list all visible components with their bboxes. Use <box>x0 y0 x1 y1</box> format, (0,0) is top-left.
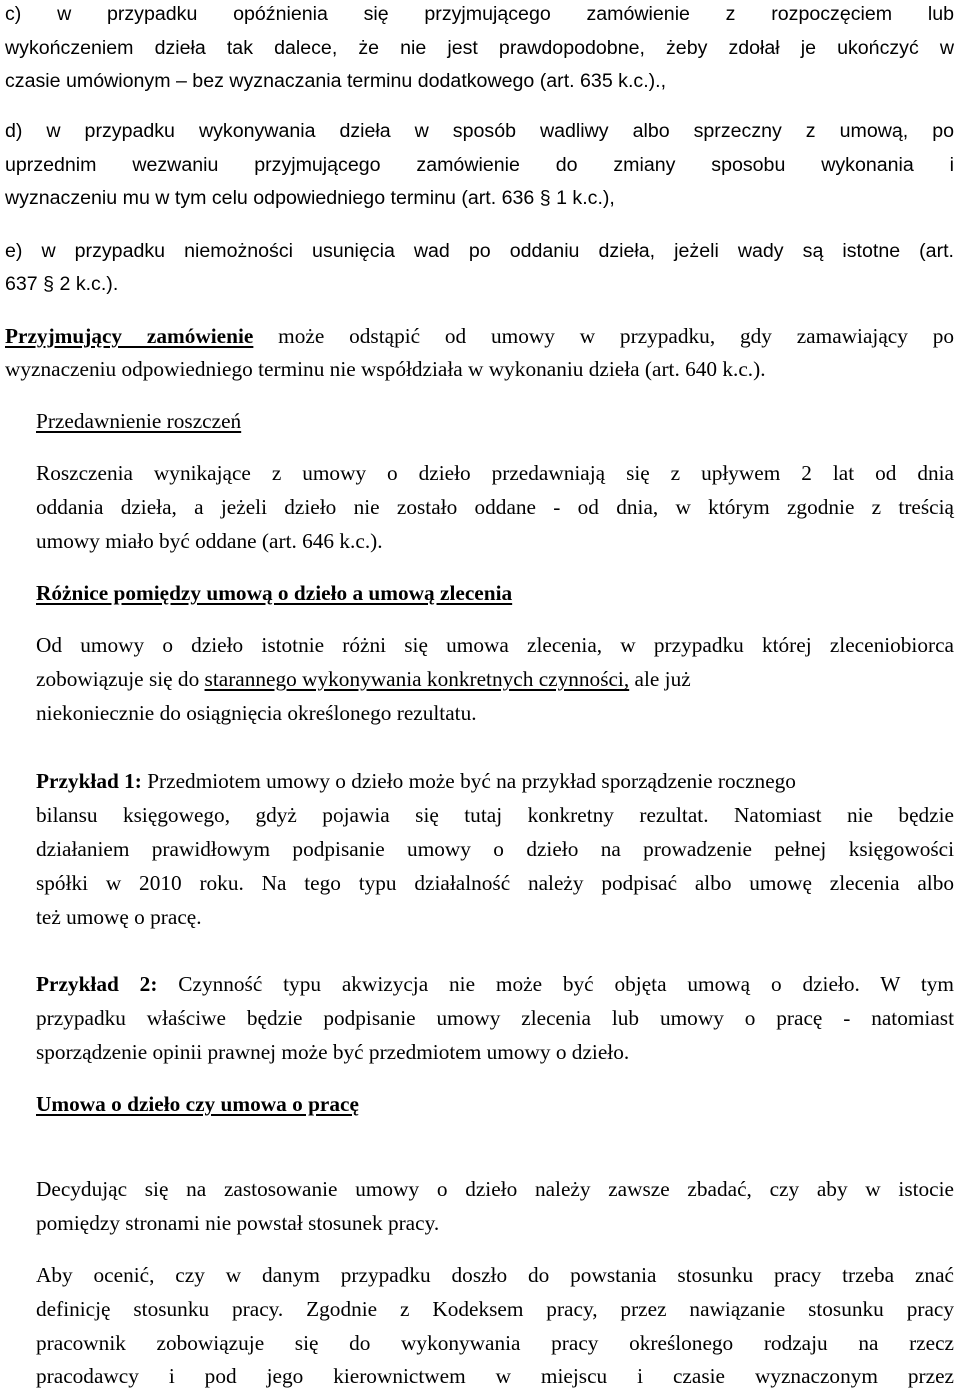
choice-line-2: pomiędzy stronami nie powstał stosunek pracy. <box>36 1211 440 1235</box>
heading-contract-choice: Umowa o dzieło czy umowa o pracę <box>36 1092 359 1116</box>
differences-line-2 <box>36 665 691 693</box>
example-2-line-3: sporządzenie opinii prawnej może być przedmiotem umowy o dzieło. <box>36 1040 630 1064</box>
example-1-line-4: spółki w 2010 roku. Na tego typu działalność należy podpisać albo umowę zlecenia albo <box>36 871 954 895</box>
example-1-line-5: też umowę o pracę. <box>36 905 202 929</box>
paragraph-c-line-1: c) w przypadku opóźnienia się przyjmującego zamówienie z rozpoczęciem lub <box>5 3 954 25</box>
differences-line-1: Od umowy o dzieło istotnie różni się umowa zlecenia, w przypadku której zleceniobiorca <box>36 633 954 657</box>
assess-line-3: pracownik zobowiązuje się do wykonywania pracy określonego rodzaju na rzecz <box>36 1331 954 1355</box>
paragraph-c-line-3: czasie umówionym – bez wyznaczania terminu dodatkowego (art. 635 k.c.)., <box>5 70 667 92</box>
example-1-label: Przykład 1: <box>36 769 142 793</box>
heading-differences: Różnice pomiędzy umową o dzieło a umową zlecenia <box>36 581 513 605</box>
example-2-line-1-rest: Czynność typu akwizycja nie może być objęta umową o dzieło. W tym <box>157 972 954 996</box>
example-1-line-2: bilansu księgowego, gdyż pojawia się tutaj konkretny rezultat. Natomiast nie będzie <box>36 803 954 827</box>
paragraph-e-line-1: e) w przypadku niemożności usunięcia wad po oddaniu dzieła, jeżeli wady są istotne (art. <box>5 240 954 262</box>
differences-line-2-start: zobowiązuje się do <box>36 667 205 691</box>
differences-line-2-end: ale już <box>629 667 691 691</box>
example-1-line-3: działaniem prawidłowym podpisanie umowy o dzieło na prowadzenie pełnej księgowości <box>36 837 954 861</box>
limitation-line-2: oddania dzieła, a jeżeli dzieło nie zostało oddane - od dnia, w którym zgodnie z treścią <box>36 495 954 519</box>
assess-line-4: pracodawcy i pod jego kierownictwem w miejscu i czasie wyznaczonym przez <box>36 1364 954 1388</box>
example-2-label: Przykład 2: <box>36 972 158 996</box>
example-1-line-1 <box>36 767 796 795</box>
paragraph-d-line-3: wyznaczeniu mu w tym celu odpowiedniego terminu (art. 636 § 1 k.c.), <box>5 187 615 209</box>
differences-line-3: niekoniecznie do osiągnięcia określonego rezultatu. <box>36 701 477 725</box>
example-2-line-2: przypadku właściwe będzie podpisanie umowy zlecenia lub umowy o pracę - natomiast <box>36 1006 954 1030</box>
limitation-line-1: Roszczenia wynikające z umowy o dzieło przedawniają się z upływem 2 lat od dnia <box>36 461 954 485</box>
differences-underlined-phrase: starannego wykonywania konkretnych czynności, <box>204 667 630 691</box>
paragraph-c-line-2: wykończeniem dzieła tak dalece, że nie jest prawdopodobne, żeby zdołał je ukończyć w <box>5 37 954 59</box>
limitation-line-3: umowy miało być oddane (art. 646 k.c.). <box>36 529 383 553</box>
paragraph-d-line-2: uprzednim wezwaniu przyjmującego zamówienie do zmiany sposobu wykonania i <box>5 154 954 176</box>
paragraph-d-line-1: d) w przypadku wykonywania dzieła w sposób wadliwy albo sprzeczny z umową, po <box>5 120 954 142</box>
assess-line-1: Aby ocenić, czy w danym przypadku doszło do powstania stosunku pracy trzeba znać <box>36 1263 954 1287</box>
example-1-line-1-rest: Przedmiotem umowy o dzieło może być na przykład sporządzenie rocznego <box>141 769 796 793</box>
choice-line-1: Decydując się na zastosowanie umowy o dzieło należy zawsze zbadać, czy aby w istocie <box>36 1177 954 1201</box>
withdrawal-line-1 <box>5 322 954 350</box>
withdrawal-line-2: wyznaczeniu odpowiedniego terminu nie współdziała w wykonaniu dzieła (art. 640 k.c.). <box>5 357 766 381</box>
withdrawal-line-1-rest: może odstąpić od umowy w przypadku, gdy zamawiający po <box>253 324 954 348</box>
paragraph-e-line-2: 637 § 2 k.c.). <box>5 273 119 295</box>
withdrawal-subject: Przyjmujący zamówienie <box>5 324 254 348</box>
assess-line-2: definicję stosunku pracy. Zgodnie z Kodeksem pracy, przez nawiązanie stosunku pracy <box>36 1297 954 1321</box>
example-2-line-1 <box>36 970 954 998</box>
heading-limitation: Przedawnienie roszczeń <box>36 409 242 433</box>
